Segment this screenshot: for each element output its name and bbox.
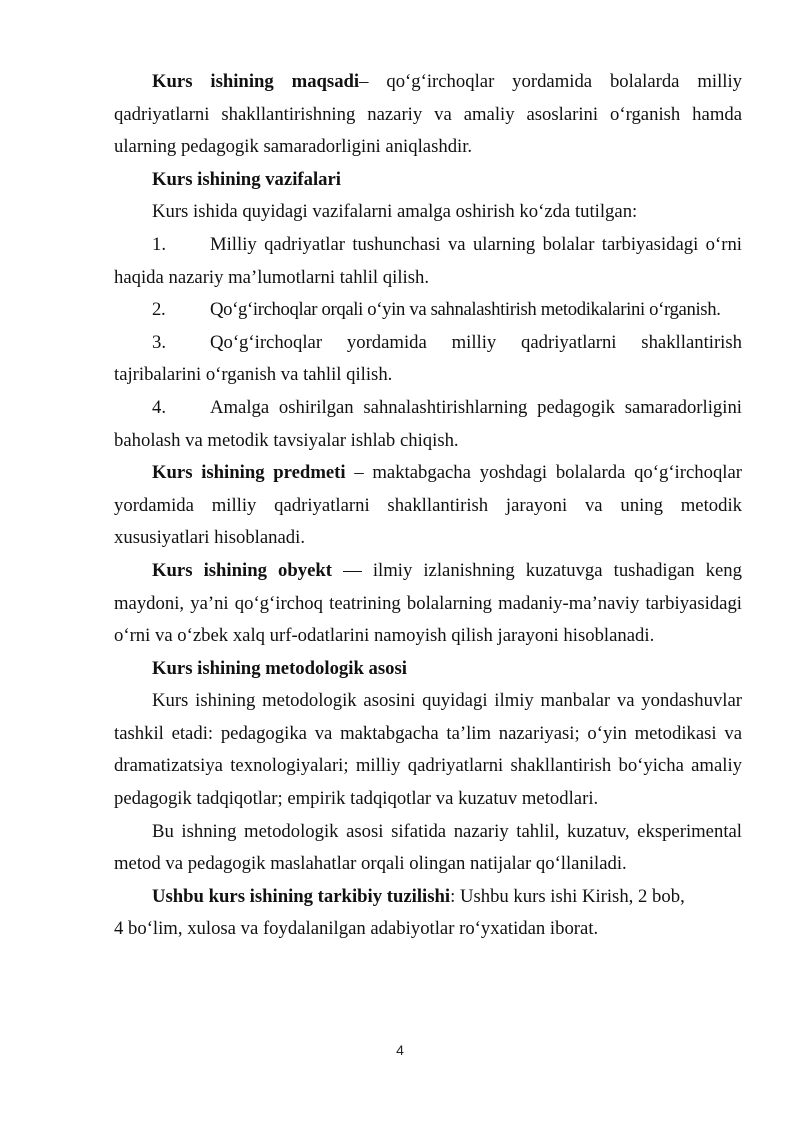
predmet-heading: Kurs ishining predmeti xyxy=(152,462,346,484)
task-number: 4. xyxy=(152,396,167,418)
maqsad-text: – qo‘g‘irchoqlar yordamida bolalarda milliy qadriyatlarni shakllantirishning nazariy va amaliy asoslarini o‘rganish hamda ularning pedagogik samaradorligini aniqlashdir. xyxy=(114,71,743,158)
vazifalar-intro: Kurs ishida quyidagi vazifalarni amalga oshirish ko‘zda tutilgan: xyxy=(152,201,638,223)
paragraph-obyekt xyxy=(114,555,742,653)
paragraph-tuzilish xyxy=(114,881,742,914)
task-text: Qo‘g‘irchoqlar yordamida milliy qadriyatlarni shakllantirish tajribalarini o‘rganish va tahlil qilish. xyxy=(114,331,742,386)
task-number: 3. xyxy=(152,331,167,353)
task-item-2 xyxy=(114,294,742,327)
paragraph-predmet xyxy=(114,457,742,555)
metodologik-heading: Kurs ishining metodologik asosi xyxy=(152,657,407,679)
vazifalar-heading: Kurs ishining vazifalari xyxy=(152,168,341,190)
obyekt-heading: Kurs ishining obyekt xyxy=(152,559,332,581)
page-number: 4 xyxy=(396,1042,404,1058)
task-item-3 xyxy=(114,327,742,392)
obyekt-text: — ilmiy izlanishning kuzatuvga tushadigan keng maydoni, ya’ni qo‘g‘irchoq teatrining bolalarning madaniy-ma’naviy tarbiyasidagi o‘rni va o‘zbek xalq urf-odatlarini namoyish qilish jarayoni hisoblanadi. xyxy=(114,559,742,647)
tuzilish-line-2: 4 bo‘lim, xulosa va foydalanilgan adabiyotlar ro‘yxatidan iborat. xyxy=(114,918,599,940)
paragraph-metodologik-2: Bu ishning metodologik asosi sifatida nazariy tahlil, kuzatuv, eksperimental metod va pedagogik maslahatlar orqali olingan natijalar qo‘llaniladi. xyxy=(114,820,742,875)
task-number: 1. xyxy=(152,233,167,255)
predmet-text: – maktabgacha yoshdagi bolalarda qo‘g‘irchoqlar yordamida milliy qadriyatlarni shakllantirish jarayoni va uning metodik xususiyatlari hisoblanadi. xyxy=(114,462,742,549)
page-body xyxy=(114,66,742,946)
tuzilish-text-1: : Ushbu kurs ishi Kirish, 2 bob, xyxy=(450,885,685,907)
paragraph-maqsad xyxy=(114,66,742,164)
paragraph-metodologik-1: Kurs ishining metodologik asosini quyidagi ilmiy manbalar va yondashuvlar tashkil etadi: pedagogika va maktabgacha ta’lim nazariyasi; o‘yin metodikasi va dramatizatsiya texnologiyalari; milliy qadriyatlarni shakllantirish bo‘yicha amaliy pedagogik tadqiqotlar; empirik tadqiqotlar va kuzatuv metodlari. xyxy=(114,690,742,810)
task-text: Qo‘g‘irchoqlar orqali o‘yin va sahnalashtirish metodikalarini o‘rganish. xyxy=(210,299,721,321)
task-item-4 xyxy=(114,392,742,457)
task-text: Amalga oshirilgan sahnalashtirishlarning pedagogik samaradorligini baholash va metodik tavsiyalar ishlab chiqish. xyxy=(114,396,742,451)
task-text: Milliy qadriyatlar tushunchasi va ularning bolalar tarbiyasidagi o‘rni haqida nazariy ma’lumotlarni tahlil qilish. xyxy=(114,233,742,288)
tuzilish-heading: Ushbu kurs ishining tarkibiy tuzilishi xyxy=(152,885,451,907)
task-item-1 xyxy=(114,229,742,294)
maqsad-heading: Kurs ishining maqsadi xyxy=(152,71,360,92)
task-number: 2. xyxy=(152,299,166,321)
